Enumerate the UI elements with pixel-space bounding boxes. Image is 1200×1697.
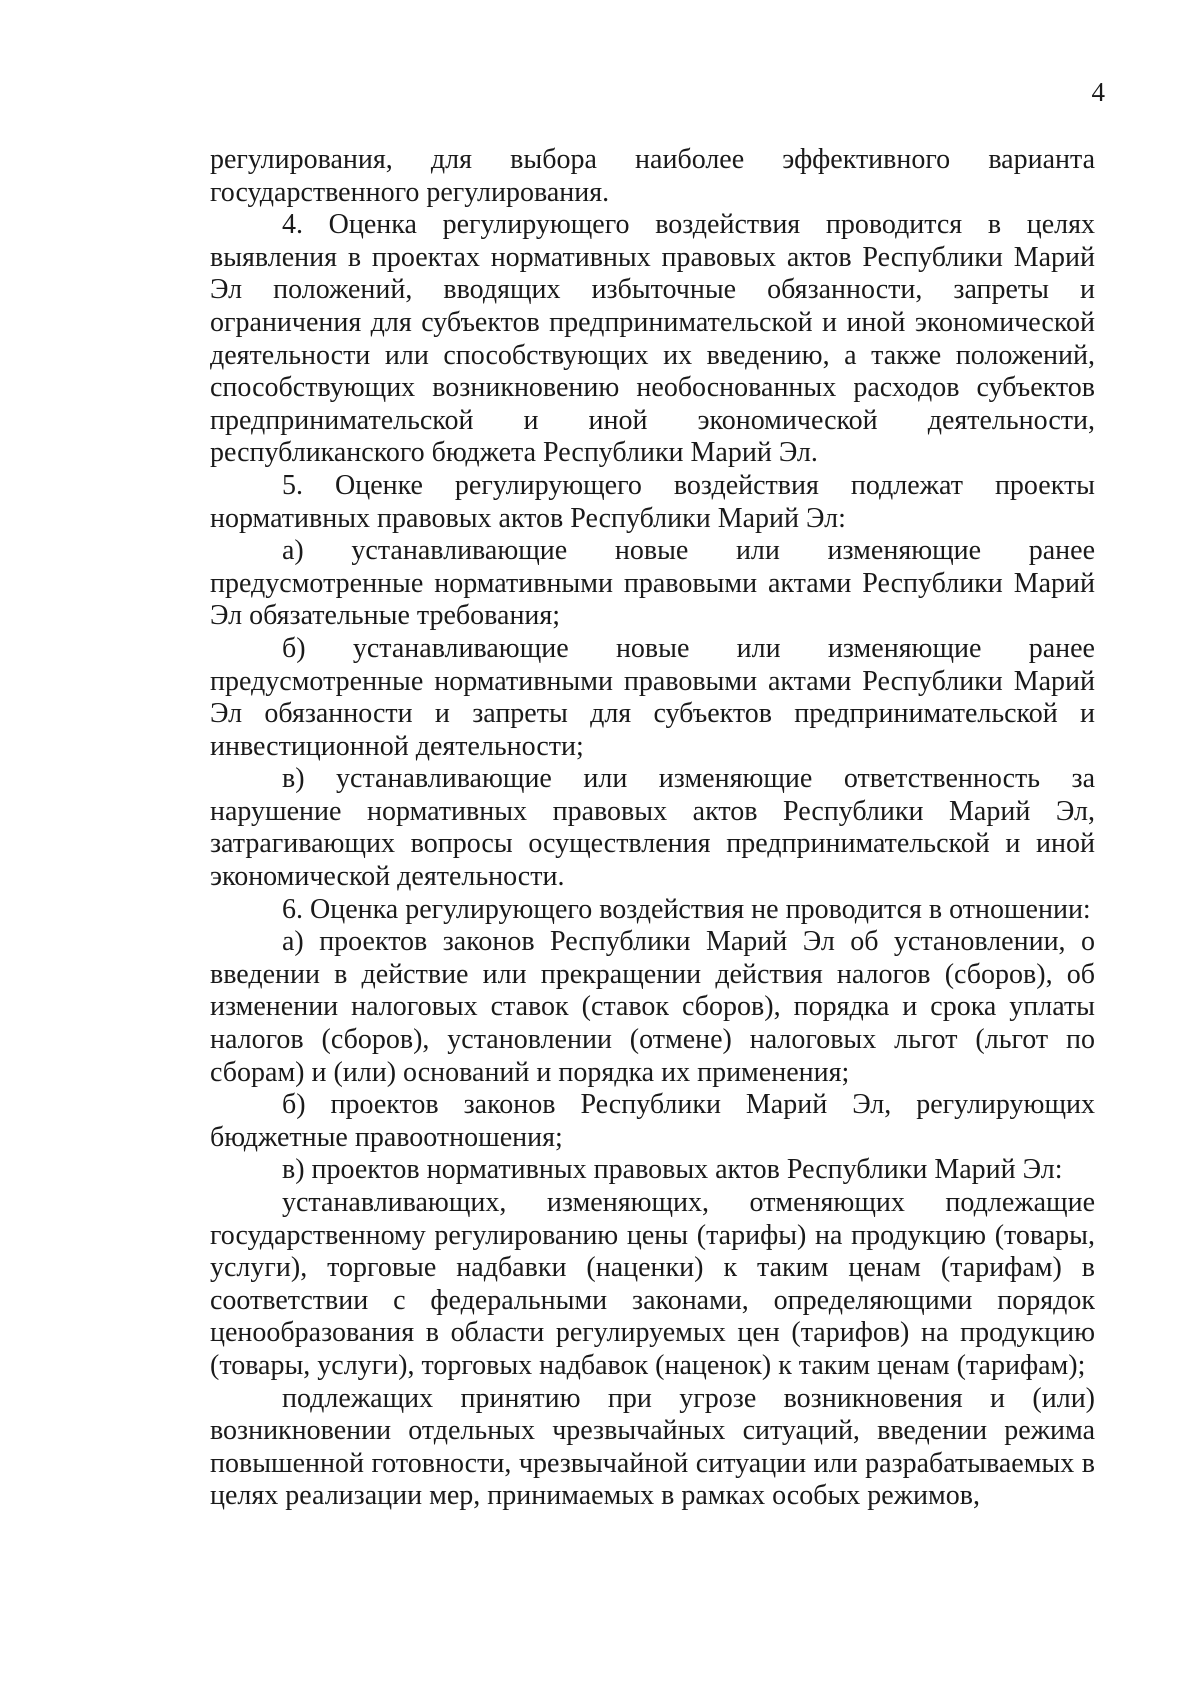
paragraph-continuation: регулирования, для выбора наиболее эффективного варианта государственного регулирования.	[210, 144, 1095, 208]
paragraph-item-6a: а) проектов законов Республики Марий Эл об установлении, о введении в действие или прекращении действия налогов (сборов), об изменении налоговых ставок (ставок сборов), порядка и срока уплаты налогов (сборов), установлении (отмене) налоговых льгот (льгот по сборам) и (или) оснований и порядка их применения;	[210, 926, 1095, 1088]
paragraph-item-6: 6. Оценка регулирующего воздействия не проводится в отношении:	[282, 893, 1091, 925]
paragraph-item-6b: б) проектов законов Республики Марий Эл, регулирующих бюджетные правоотношения;	[210, 1089, 1095, 1153]
paragraph-sub-prices: устанавливающих, изменяющих, отменяющих подлежащие государственному регулированию цены (тарифы) на продукцию (товары, услуги), торговые надбавки (наценки) к таким ценам (тарифам) в соответствии с федеральными законами, определяющими порядок ценообразования в области регулируемых цен (тарифов) на продукцию (товары, услуги), торговых надбавок (наценок) к таким ценам (тарифам);	[210, 1187, 1095, 1381]
paragraph-item-5b: б) устанавливающие новые или изменяющие ранее предусмотренные нормативными правовыми актами Республики Марий Эл обязанности и запреты для субъектов предпринимательской и инвестиционной деятельности;	[210, 632, 1095, 762]
paragraph-item-5v: в) устанавливающие или изменяющие ответственность за нарушение нормативных правовых актов Республики Марий Эл, затрагивающих вопросы осуществления предпринимательской и иной экономической деятельности.	[210, 763, 1095, 893]
document-body	[210, 144, 1095, 1513]
paragraph-item-5a: а) устанавливающие новые или изменяющие ранее предусмотренные нормативными правовыми актами Республики Марий Эл обязательные требования;	[210, 535, 1095, 632]
paragraph-item-6v: в) проектов нормативных правовых актов Республики Марий Эл:	[282, 1154, 1063, 1186]
paragraph-sub-emergency: подлежащих принятию при угрозе возникновения и (или) возникновении отдельных чрезвычайных ситуаций, введении режима повышенной готовности, чрезвычайной ситуации или разрабатываемых в целях реализации мер, принимаемых в рамках особых режимов,	[210, 1382, 1095, 1512]
paragraph-item-4: 4. Оценка регулирующего воздействия проводится в целях выявления в проектах нормативных правовых актов Республики Марий Эл положений, вводящих избыточные обязанности, запреты и ограничения для субъектов предпринимательской и иной экономической деятельности или способствующих их введению, а также положений, способствующих возникновению необоснованных расходов субъектов предпринимательской и иной экономической деятельности, республиканского бюджета Республики Марий Эл.	[210, 209, 1095, 469]
paragraph-item-5: 5. Оценке регулирующего воздействия подлежат проекты нормативных правовых актов Республики Марий Эл:	[210, 469, 1095, 534]
page-number: 4	[1091, 77, 1105, 107]
